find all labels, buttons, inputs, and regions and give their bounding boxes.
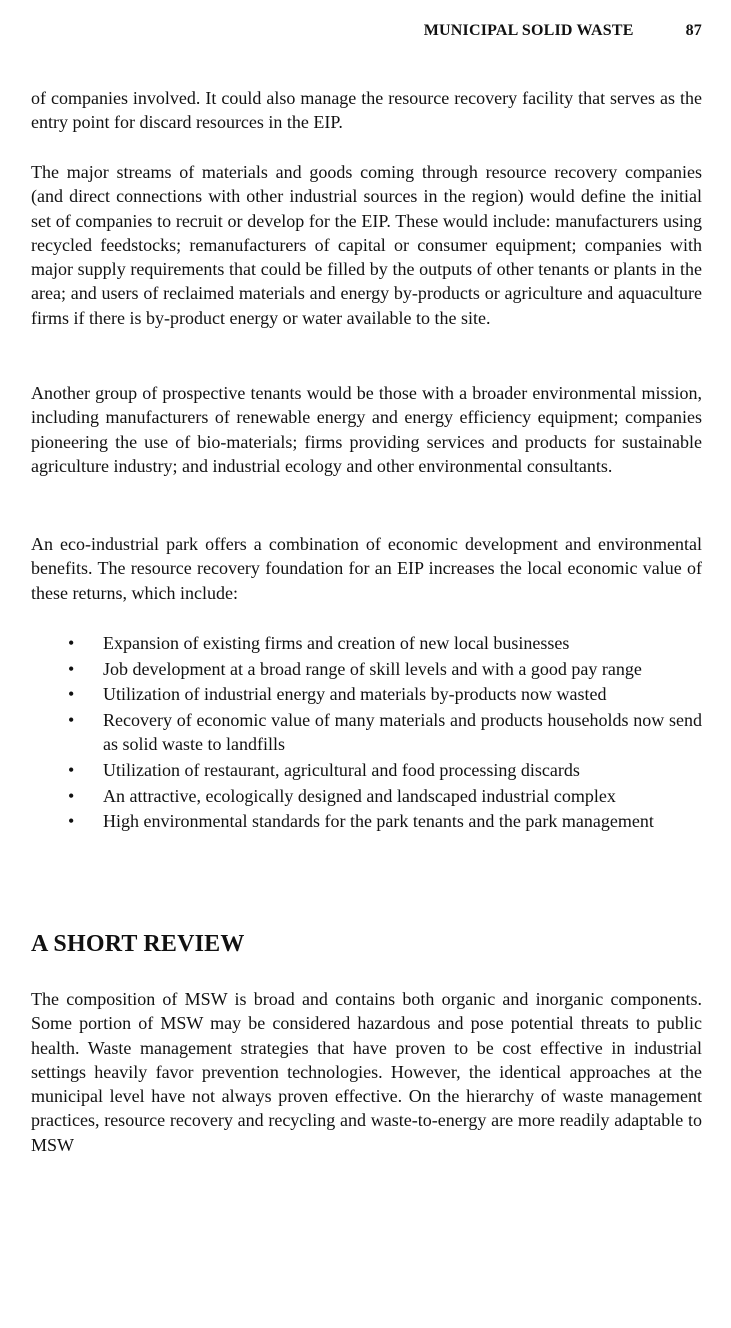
list-item-text: Job development at a broad range of skill levels and with a good pay range <box>103 658 642 679</box>
benefits-list <box>31 631 702 835</box>
list-item <box>31 708 702 757</box>
section-heading: A SHORT REVIEW <box>31 931 245 957</box>
list-item-text: High environmental standards for the park tenants and the park management <box>103 811 654 832</box>
bullet-icon: • <box>68 658 75 679</box>
paragraph-5: The composition of MSW is broad and contains both organic and inorganic components. Some portion of MSW may be considered hazardous and pose potential threats to public health. Waste management strategies that have proven to be cost effective in industrial settings heavily favor prevention technologies. However, the identical approaches at the municipal level have not always proven effective. On the hierarchy of waste management practices, resource recovery and recycling and waste-to-energy are more readily adaptable to MSW <box>31 989 702 1155</box>
page-number: 87 <box>685 22 702 39</box>
bullet-icon: • <box>68 710 75 731</box>
paragraph-3: Another group of prospective tenants would be those with a broader environmental mission, including manufacturers of renewable energy and energy efficiency equipment; companies pioneering the use of bio-materials; firms providing services and products for sustainable agriculture industry; and industrial ecology and other environmental consultants. <box>31 383 702 476</box>
list-item <box>31 657 702 681</box>
bullet-icon: • <box>68 684 75 705</box>
paragraph-1: of companies involved. It could also manage the resource recovery facility that serves as the entry point for discard resources in the EIP. <box>31 88 702 133</box>
list-item <box>31 809 702 833</box>
running-header-title: MUNICIPAL SOLID WASTE <box>423 22 634 39</box>
list-item <box>31 682 702 706</box>
list-item <box>31 784 702 808</box>
bullet-icon: • <box>68 811 75 832</box>
bullet-icon: • <box>68 760 75 781</box>
list-item <box>31 631 702 655</box>
list-item-text: Expansion of existing firms and creation of new local businesses <box>103 633 570 653</box>
running-header <box>424 22 702 40</box>
list-item <box>31 758 702 782</box>
list-item-text: Recovery of economic value of many materials and products households now send as solid waste to landfills <box>103 710 702 755</box>
list-item-text: An attractive, ecologically designed and landscaped industrial complex <box>103 785 616 806</box>
paragraph-4: An eco-industrial park offers a combination of economic development and environmental benefits. The resource recovery foundation for an EIP increases the local economic value of these returns, which include: <box>31 534 702 603</box>
bullet-icon: • <box>68 633 75 653</box>
list-item-text: Utilization of industrial energy and materials by-products now wasted <box>103 684 607 705</box>
bullet-icon: • <box>68 785 75 806</box>
list-item-text: Utilization of restaurant, agricultural and food processing discards <box>103 760 580 781</box>
paragraph-2: The major streams of materials and goods coming through resource recovery companies (and direct connections with other industrial sources in the region) would define the initial set of companies to recruit or develop for the EIP. These would include: manufacturers using recycled feedstocks; remanufacturers of capital or consumer equipment; companies with major supply requirements that could be filled by the outputs of other tenants or plants in the area; and users of reclaimed materials and energy by-products or agriculture and aquaculture firms if there is by-product energy or water available to the site. <box>31 162 702 328</box>
